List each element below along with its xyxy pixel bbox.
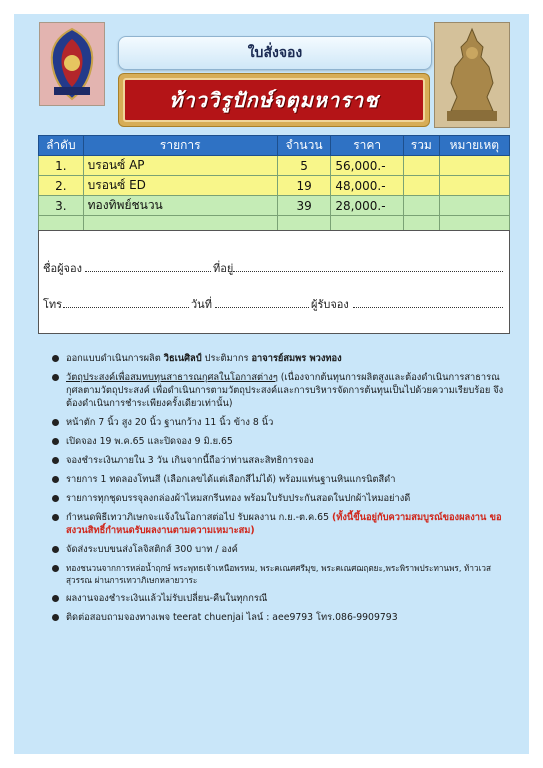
- list-item: จัดส่งระบบขนส่งโลจิสติกส์ 300 บาท / องค์: [44, 543, 504, 556]
- bullet-icon: [52, 514, 59, 521]
- terms-list: [44, 352, 504, 630]
- table-header-row: [39, 136, 510, 156]
- bullet-icon: [52, 419, 59, 426]
- row-quantity: 19: [277, 176, 331, 196]
- bullet-icon: [52, 495, 59, 502]
- document-title: ใบสั่งจอง: [118, 36, 432, 70]
- row-price: 56,000.-: [331, 156, 404, 176]
- bullet-icon: [52, 355, 59, 362]
- row-note[interactable]: [439, 196, 509, 216]
- bullet-icon: [52, 457, 59, 464]
- row-total[interactable]: [403, 156, 439, 176]
- date-label: วันที่: [191, 298, 212, 311]
- row-item: บรอนซ์ AP: [83, 156, 277, 176]
- name-label: ชื่อผู้จอง: [43, 262, 82, 275]
- phone-field[interactable]: [63, 307, 189, 308]
- row-index: 3.: [39, 196, 84, 216]
- col-header-item: รายการ: [83, 136, 277, 156]
- row-price: 28,000.-: [331, 196, 404, 216]
- address-label: ที่อยู่: [213, 262, 234, 275]
- row-index: 1.: [39, 156, 84, 176]
- bullet-icon: [52, 595, 59, 602]
- customer-info-box: [38, 230, 510, 334]
- row-total[interactable]: [403, 196, 439, 216]
- order-form-page: [14, 14, 529, 754]
- row-note[interactable]: [439, 176, 509, 196]
- list-item: จองชำระเงินภายใน 3 วัน เกินจากนี้ถือว่าท่านสละสิทธิการจอง: [44, 454, 504, 467]
- list-item: ออกแบบดำเนินการผลิต วิธเนศิลป์ ประติมากร อาจารย์สมพร พวงทอง: [44, 352, 504, 365]
- row-total[interactable]: [403, 176, 439, 196]
- row-index: 2.: [39, 176, 84, 196]
- list-item: วัตถุประสงค์เพื่อสมทบทุนสาธารณกุศลในโอกาสต่างๆ (เนื่องจากต้นทุนการผลิตสูงและต้องดำเนินการสาธารณกุศลตามวัตถุประสงค์ เพื่อดำเนินการตามวัตถุประสงค์และการบริหารจัดการต้นทุนเป็นไปด้วยความเรียบร้อย จึงต้องดำเนินการชำระเพียงครั้งเดียวเท่านั้น): [44, 371, 504, 410]
- address-field[interactable]: [233, 271, 503, 272]
- bullet-icon: [52, 565, 59, 572]
- list-item: ทองชนวนจากการหล่อน้ำฤกษ์ พระพุทธเจ้าเหนือพรหม, พระคเณศศรีมุข, พระคเณศฌฤตยะ,พระพิราพประทานพร, ท้าวเวสสุวรรณ ผ่านการเทวาภิเษกหลายวาระ: [44, 562, 504, 586]
- receiver-label: ผู้รับจอง: [311, 298, 349, 311]
- list-item: รายการทุกชุดบรรจุลงกล่องผ้าไหมสกรีนทอง พร้อมใบรับประกันสอดในปกผ้าไหมอย่างดี: [44, 492, 504, 505]
- banner-text: ท้าววิรูปักษ์จตุมหาราช: [123, 78, 425, 122]
- table-row: [39, 176, 510, 196]
- table-row: [39, 156, 510, 176]
- row-price: 48,000.-: [331, 176, 404, 196]
- col-header-index: ลำดับ: [39, 136, 84, 156]
- col-header-quantity: จำนวน: [277, 136, 331, 156]
- table-row: [39, 196, 510, 216]
- bullet-icon: [52, 438, 59, 445]
- phone-label: โทร: [43, 298, 63, 311]
- emblem-logo-left: [39, 22, 105, 106]
- row-item: บรอนซ์ ED: [83, 176, 277, 196]
- row-quantity: 5: [277, 156, 331, 176]
- col-header-price: ราคา: [331, 136, 404, 156]
- name-field[interactable]: [85, 271, 211, 272]
- title-banner: [118, 73, 430, 127]
- list-item: กำหนดพิธีเทวาภิเษกจะแจ้งในโอกาสต่อไป รับผลงาน ก.ย.-ต.ค.65 (ทั้งนี้ขึ้นอยู่กับความสมบูรณ์ของผลงาน ขอสงวนสิทธิ์กำหนดรับผลงานตามความเหมาะสม): [44, 511, 504, 537]
- list-item: เปิดจอง 19 พ.ค.65 และปิดจอง 9 มิ.ย.65: [44, 435, 504, 448]
- bullet-icon: [52, 374, 59, 381]
- list-item: ติดต่อสอบถามจองทางเพจ teerat chuenjai ไลน์ : aee9793 โทร.086-9909793: [44, 611, 504, 624]
- list-item: ผลงานจองชำระเงินแล้วไม่รับเปลี่ยน-คืนในทุกกรณี: [44, 592, 504, 605]
- list-item: รายการ 1 ทดลองโทนสี (เลือกเลขได้แต่เลือกสีไม่ได้) พร้อมแท่นฐานหินแกรนิตสีดำ: [44, 473, 504, 486]
- row-note[interactable]: [439, 156, 509, 176]
- deity-statue-image: [434, 22, 510, 128]
- receiver-field[interactable]: [353, 307, 503, 308]
- row-quantity: 39: [277, 196, 331, 216]
- date-field[interactable]: [215, 307, 309, 308]
- bullet-icon: [52, 546, 59, 553]
- bullet-icon: [52, 476, 59, 483]
- row-item: ทองทิพย์ชนวน: [83, 196, 277, 216]
- order-table: [38, 135, 510, 236]
- list-item: หน้าตัก 7 นิ้ว สูง 20 นิ้ว ฐานกว้าง 11 นิ้ว ข้าง 8 นิ้ว: [44, 416, 504, 429]
- bullet-icon: [52, 614, 59, 621]
- col-header-total: รวม: [403, 136, 439, 156]
- col-header-note: หมายเหตุ: [439, 136, 509, 156]
